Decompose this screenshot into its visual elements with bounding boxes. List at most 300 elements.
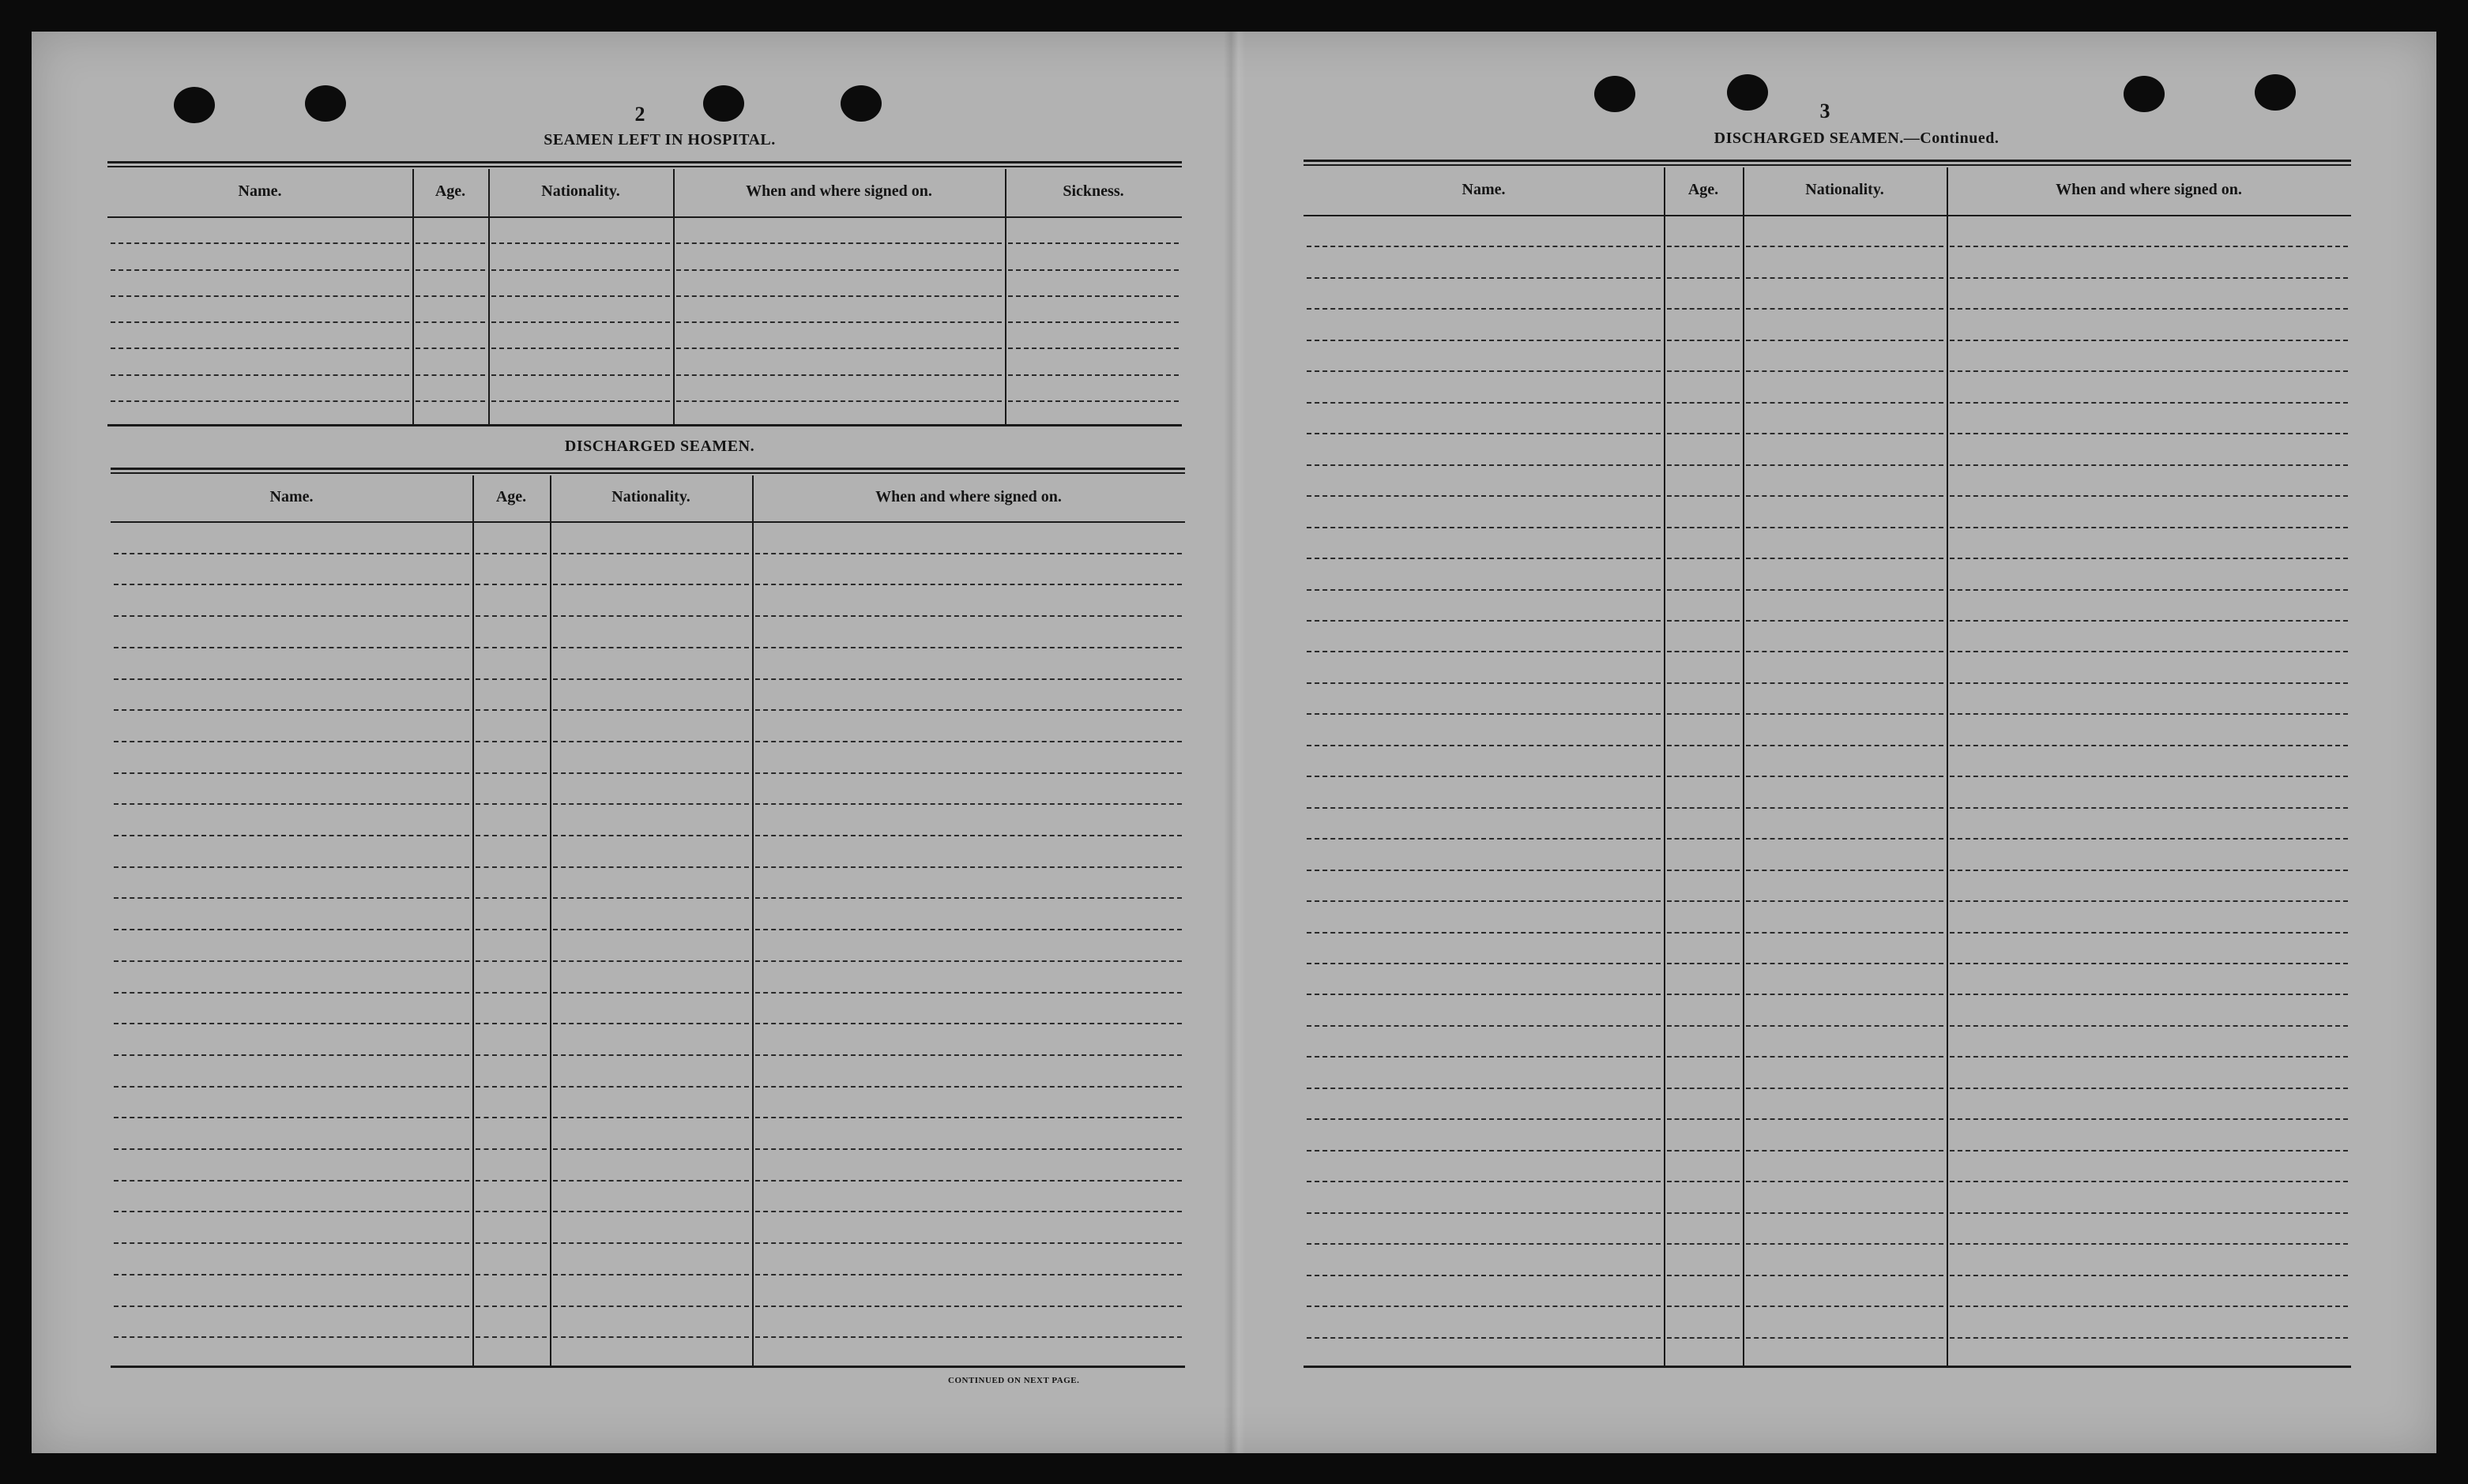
row-dash-line <box>1667 932 1740 934</box>
row-dash-line <box>1307 900 1661 902</box>
row-dash-line <box>114 1148 469 1150</box>
row-dash-line <box>553 741 749 742</box>
punch-hole <box>1727 74 1768 111</box>
row-dash-line <box>1667 713 1740 715</box>
row-dash-line <box>1667 1275 1740 1276</box>
discharged-table <box>111 468 1185 1368</box>
row-dash-line <box>1307 620 1661 622</box>
row-dash-line <box>476 1180 547 1182</box>
row-dash-line <box>1307 1150 1661 1152</box>
hospital-col-nationality-header: Nationality. <box>541 182 620 200</box>
row-dash-line <box>476 1148 547 1150</box>
table-bottom-rule <box>1304 1366 2351 1368</box>
row-dash-line <box>476 1242 547 1244</box>
row-dash-line <box>1950 807 2348 809</box>
row-dash-line <box>755 647 1182 648</box>
row-dash-line <box>114 929 469 930</box>
row-dash-line <box>676 374 1002 376</box>
row-dash-line <box>1307 370 1661 372</box>
row-dash-line <box>755 1023 1182 1024</box>
row-dash-line <box>1746 807 1943 809</box>
row-dash-line <box>676 269 1002 271</box>
row-dash-line <box>476 1336 547 1338</box>
punch-hole <box>703 85 744 122</box>
row-dash-line <box>1950 1118 2348 1120</box>
row-dash-line <box>1307 1118 1661 1120</box>
punch-hole <box>841 85 882 122</box>
row-dash-line <box>755 1054 1182 1056</box>
row-dash-line <box>1307 464 1661 466</box>
row-dash-line <box>491 242 670 244</box>
row-dash-line <box>111 295 409 297</box>
row-dash-line <box>1950 433 2348 434</box>
row-dash-line <box>114 1054 469 1056</box>
row-dash-line <box>1746 963 1943 964</box>
row-dash-line <box>1950 308 2348 310</box>
row-dash-line <box>1950 745 2348 746</box>
row-dash-line <box>1307 1181 1661 1182</box>
row-dash-line <box>755 772 1182 774</box>
row-dash-line <box>1307 1212 1661 1214</box>
row-dash-line <box>416 321 485 323</box>
row-dash-line <box>1307 682 1661 684</box>
row-dash-line <box>1667 870 1740 871</box>
row-dash-line <box>1950 1306 2348 1307</box>
row-dash-line <box>1950 713 2348 715</box>
table-top-rule <box>111 468 1185 470</box>
row-dash-line <box>1667 651 1740 652</box>
row-dash-line <box>1667 558 1740 559</box>
row-dash-line <box>1950 1181 2348 1182</box>
row-dash-line <box>416 374 485 376</box>
row-dash-line <box>1667 277 1740 279</box>
row-dash-line <box>1667 589 1740 591</box>
table-top-rule <box>1304 160 2351 162</box>
row-dash-line <box>1307 745 1661 746</box>
table-top-rule <box>111 472 1185 474</box>
row-dash-line <box>1950 838 2348 840</box>
row-dash-line <box>676 400 1002 402</box>
column-divider <box>488 169 490 426</box>
row-dash-line <box>1950 682 2348 684</box>
row-dash-line <box>1950 900 2348 902</box>
row-dash-line <box>476 960 547 962</box>
row-dash-line <box>1667 1056 1740 1058</box>
row-dash-line <box>1008 269 1179 271</box>
row-dash-line <box>553 1242 749 1244</box>
hospital-table <box>107 161 1182 426</box>
row-dash-line <box>1307 1337 1661 1339</box>
row-dash-line <box>114 1023 469 1024</box>
punch-hole <box>2255 74 2296 111</box>
hospital-col-sickness-header: Sickness. <box>1063 182 1124 200</box>
row-dash-line <box>1307 1056 1661 1058</box>
row-dash-line <box>1746 558 1943 559</box>
row-dash-line <box>114 992 469 994</box>
row-dash-line <box>491 269 670 271</box>
row-dash-line <box>553 1148 749 1150</box>
row-dash-line <box>476 1086 547 1088</box>
row-dash-line <box>1307 1275 1661 1276</box>
row-dash-line <box>1667 1118 1740 1120</box>
row-dash-line <box>1667 464 1740 466</box>
column-divider <box>752 475 754 1368</box>
row-dash-line <box>1746 682 1943 684</box>
row-dash-line <box>1950 589 2348 591</box>
row-dash-line <box>476 1306 547 1307</box>
row-dash-line <box>1307 340 1661 341</box>
row-dash-line <box>114 803 469 805</box>
row-dash-line <box>416 269 485 271</box>
row-dash-line <box>476 615 547 617</box>
row-dash-line <box>1307 807 1661 809</box>
punch-hole <box>2124 76 2165 112</box>
row-dash-line <box>1950 527 2348 528</box>
row-dash-line <box>1307 1243 1661 1245</box>
row-dash-line <box>1746 838 1943 840</box>
row-dash-line <box>553 772 749 774</box>
header-bottom-rule <box>111 521 1185 523</box>
row-dash-line <box>1950 495 2348 497</box>
row-dash-line <box>755 709 1182 711</box>
discharged-continued-table <box>1304 160 2351 1368</box>
row-dash-line <box>1307 1088 1661 1089</box>
row-dash-line <box>1950 1088 2348 1089</box>
row-dash-line <box>553 584 749 585</box>
row-dash-line <box>1746 1306 1943 1307</box>
row-dash-line <box>676 321 1002 323</box>
row-dash-line <box>1667 620 1740 622</box>
row-dash-line <box>1307 963 1661 964</box>
row-dash-line <box>1950 1150 2348 1152</box>
row-dash-line <box>1950 464 2348 466</box>
row-dash-line <box>114 1336 469 1338</box>
row-dash-line <box>1667 1212 1740 1214</box>
row-dash-line <box>476 866 547 868</box>
hospital-col-name-header: Name. <box>238 182 282 200</box>
row-dash-line <box>1746 1337 1943 1339</box>
table-top-rule <box>107 161 1182 163</box>
row-dash-line <box>1746 651 1943 652</box>
row-dash-line <box>1667 1337 1740 1339</box>
row-dash-line <box>755 803 1182 805</box>
row-dash-line <box>1008 242 1179 244</box>
row-dash-line <box>1667 1025 1740 1027</box>
row-dash-line <box>553 1336 749 1338</box>
row-dash-line <box>1307 651 1661 652</box>
continued-footnote: CONTINUED ON NEXT PAGE. <box>948 1376 1080 1385</box>
discharged-col-age-header: Age. <box>495 488 527 505</box>
row-dash-line <box>1746 932 1943 934</box>
row-dash-line <box>1950 1056 2348 1058</box>
row-dash-line <box>1008 400 1179 402</box>
header-bottom-rule <box>1304 215 2351 216</box>
row-dash-line <box>755 678 1182 680</box>
row-dash-line <box>755 992 1182 994</box>
row-dash-line <box>114 709 469 711</box>
row-dash-line <box>1667 1181 1740 1182</box>
row-dash-line <box>553 897 749 899</box>
row-dash-line <box>114 1242 469 1244</box>
row-dash-line <box>1307 713 1661 715</box>
row-dash-line <box>1746 308 1943 310</box>
row-dash-line <box>1746 1150 1943 1152</box>
row-dash-line <box>553 866 749 868</box>
row-dash-line <box>114 647 469 648</box>
row-dash-line <box>1746 340 1943 341</box>
row-dash-line <box>755 897 1182 899</box>
row-dash-line <box>114 615 469 617</box>
row-dash-line <box>1667 1150 1740 1152</box>
row-dash-line <box>114 1274 469 1275</box>
row-dash-line <box>553 803 749 805</box>
column-divider <box>1743 167 1744 1368</box>
discharged-col-nationality-header: Nationality. <box>611 488 690 505</box>
row-dash-line <box>553 929 749 930</box>
row-dash-line <box>1307 838 1661 840</box>
row-dash-line <box>1746 713 1943 715</box>
row-dash-line <box>1008 321 1179 323</box>
row-dash-line <box>553 647 749 648</box>
page-number-right: 3 <box>1819 100 1830 122</box>
column-divider <box>550 475 551 1368</box>
row-dash-line <box>114 741 469 742</box>
page-number-left: 2 <box>634 103 645 126</box>
column-divider <box>673 169 675 426</box>
row-dash-line <box>1008 348 1179 349</box>
row-dash-line <box>1667 994 1740 995</box>
column-divider <box>412 169 414 426</box>
hospital-section-title: SEAMEN LEFT IN HOSPITAL. <box>544 131 776 148</box>
row-dash-line <box>1746 1056 1943 1058</box>
row-dash-line <box>1307 994 1661 995</box>
row-dash-line <box>1307 932 1661 934</box>
row-dash-line <box>553 1023 749 1024</box>
row-dash-line <box>755 1211 1182 1212</box>
row-dash-line <box>1746 402 1943 404</box>
row-dash-line <box>1008 374 1179 376</box>
row-dash-line <box>1950 370 2348 372</box>
table-top-rule <box>107 166 1182 167</box>
row-dash-line <box>1746 464 1943 466</box>
row-dash-line <box>553 709 749 711</box>
row-dash-line <box>1667 246 1740 247</box>
row-dash-line <box>553 1086 749 1088</box>
row-dash-line <box>1307 1306 1661 1307</box>
row-dash-line <box>1950 1337 2348 1339</box>
row-dash-line <box>755 1242 1182 1244</box>
row-dash-line <box>1746 620 1943 622</box>
row-dash-line <box>491 321 670 323</box>
continued-col-name-header: Name. <box>1462 181 1506 198</box>
row-dash-line <box>755 553 1182 554</box>
row-dash-line <box>755 835 1182 836</box>
row-dash-line <box>476 741 547 742</box>
row-dash-line <box>755 866 1182 868</box>
row-dash-line <box>114 897 469 899</box>
table-top-rule <box>1304 164 2351 166</box>
row-dash-line <box>476 709 547 711</box>
row-dash-line <box>1950 870 2348 871</box>
row-dash-line <box>476 678 547 680</box>
row-dash-line <box>1667 527 1740 528</box>
row-dash-line <box>1746 1181 1943 1182</box>
row-dash-line <box>491 348 670 349</box>
row-dash-line <box>114 584 469 585</box>
row-dash-line <box>1307 589 1661 591</box>
row-dash-line <box>114 1086 469 1088</box>
row-dash-line <box>416 242 485 244</box>
row-dash-line <box>1950 402 2348 404</box>
row-dash-line <box>1950 558 2348 559</box>
row-dash-line <box>755 584 1182 585</box>
continued-col-signed-on-header: When and where signed on. <box>2056 181 2242 198</box>
row-dash-line <box>111 400 409 402</box>
discharged-continued-section-title: DISCHARGED SEAMEN.—Continued. <box>1714 130 2000 147</box>
row-dash-line <box>1667 900 1740 902</box>
row-dash-line <box>1746 1212 1943 1214</box>
table-bottom-rule <box>111 1366 1185 1368</box>
row-dash-line <box>1746 1025 1943 1027</box>
row-dash-line <box>111 348 409 349</box>
row-dash-line <box>553 1117 749 1118</box>
row-dash-line <box>1950 963 2348 964</box>
row-dash-line <box>1746 776 1943 777</box>
row-dash-line <box>676 295 1002 297</box>
row-dash-line <box>1307 527 1661 528</box>
column-divider <box>1947 167 1948 1368</box>
row-dash-line <box>1746 1118 1943 1120</box>
row-dash-line <box>1950 994 2348 995</box>
row-dash-line <box>1307 402 1661 404</box>
row-dash-line <box>114 553 469 554</box>
continued-col-nationality-header: Nationality. <box>1805 181 1884 198</box>
row-dash-line <box>1950 1243 2348 1245</box>
row-dash-line <box>114 1180 469 1182</box>
row-dash-line <box>114 835 469 836</box>
row-dash-line <box>553 553 749 554</box>
row-dash-line <box>416 400 485 402</box>
row-dash-line <box>755 929 1182 930</box>
manifest-sheet <box>32 32 2436 1453</box>
row-dash-line <box>1667 682 1740 684</box>
row-dash-line <box>553 960 749 962</box>
row-dash-line <box>755 615 1182 617</box>
row-dash-line <box>755 1274 1182 1275</box>
row-dash-line <box>755 1336 1182 1338</box>
row-dash-line <box>1667 745 1740 746</box>
row-dash-line <box>476 584 547 585</box>
hospital-col-signed-on-header: When and where signed on. <box>746 182 932 200</box>
column-divider <box>472 475 474 1368</box>
row-dash-line <box>1950 1275 2348 1276</box>
row-dash-line <box>1667 776 1740 777</box>
row-dash-line <box>1307 1025 1661 1027</box>
row-dash-line <box>1667 807 1740 809</box>
row-dash-line <box>111 269 409 271</box>
row-dash-line <box>553 1274 749 1275</box>
row-dash-line <box>553 1180 749 1182</box>
row-dash-line <box>1667 402 1740 404</box>
row-dash-line <box>114 1306 469 1307</box>
header-bottom-rule <box>107 216 1182 218</box>
row-dash-line <box>1307 246 1661 247</box>
row-dash-line <box>476 553 547 554</box>
row-dash-line <box>1667 370 1740 372</box>
row-dash-line <box>1950 246 2348 247</box>
row-dash-line <box>1746 433 1943 434</box>
row-dash-line <box>114 1211 469 1212</box>
row-dash-line <box>755 1086 1182 1088</box>
row-dash-line <box>476 803 547 805</box>
row-dash-line <box>1746 900 1943 902</box>
row-dash-line <box>114 772 469 774</box>
punch-hole <box>305 85 346 122</box>
row-dash-line <box>476 1117 547 1118</box>
row-dash-line <box>1746 745 1943 746</box>
row-dash-line <box>1746 1243 1943 1245</box>
row-dash-line <box>755 1148 1182 1150</box>
row-dash-line <box>676 242 1002 244</box>
row-dash-line <box>476 647 547 648</box>
row-dash-line <box>1950 932 2348 934</box>
row-dash-line <box>1667 1243 1740 1245</box>
row-dash-line <box>476 1023 547 1024</box>
row-dash-line <box>1307 776 1661 777</box>
row-dash-line <box>114 678 469 680</box>
row-dash-line <box>1950 651 2348 652</box>
row-dash-line <box>1667 1306 1740 1307</box>
row-dash-line <box>1008 295 1179 297</box>
row-dash-line <box>1667 838 1740 840</box>
discharged-col-signed-on-header: When and where signed on. <box>875 488 1062 505</box>
row-dash-line <box>476 1054 547 1056</box>
row-dash-line <box>1746 589 1943 591</box>
row-dash-line <box>476 1274 547 1275</box>
row-dash-line <box>1667 1088 1740 1089</box>
row-dash-line <box>755 1180 1182 1182</box>
row-dash-line <box>476 897 547 899</box>
row-dash-line <box>476 835 547 836</box>
row-dash-line <box>1746 370 1943 372</box>
row-dash-line <box>1950 340 2348 341</box>
row-dash-line <box>111 321 409 323</box>
row-dash-line <box>1307 277 1661 279</box>
discharged-section-title: DISCHARGED SEAMEN. <box>564 438 755 455</box>
row-dash-line <box>1746 1088 1943 1089</box>
row-dash-line <box>1746 527 1943 528</box>
column-divider <box>1005 169 1006 426</box>
row-dash-line <box>1307 495 1661 497</box>
row-dash-line <box>1667 963 1740 964</box>
row-dash-line <box>1746 994 1943 995</box>
row-dash-line <box>1667 495 1740 497</box>
row-dash-line <box>114 866 469 868</box>
row-dash-line <box>553 1211 749 1212</box>
continued-col-age-header: Age. <box>1687 181 1719 198</box>
row-dash-line <box>1746 495 1943 497</box>
row-dash-line <box>1746 246 1943 247</box>
row-dash-line <box>1950 620 2348 622</box>
row-dash-line <box>1307 870 1661 871</box>
row-dash-line <box>755 960 1182 962</box>
row-dash-line <box>416 348 485 349</box>
row-dash-line <box>1307 433 1661 434</box>
row-dash-line <box>1307 558 1661 559</box>
row-dash-line <box>416 295 485 297</box>
punch-hole <box>174 87 215 123</box>
discharged-col-name-header: Name. <box>269 488 314 505</box>
